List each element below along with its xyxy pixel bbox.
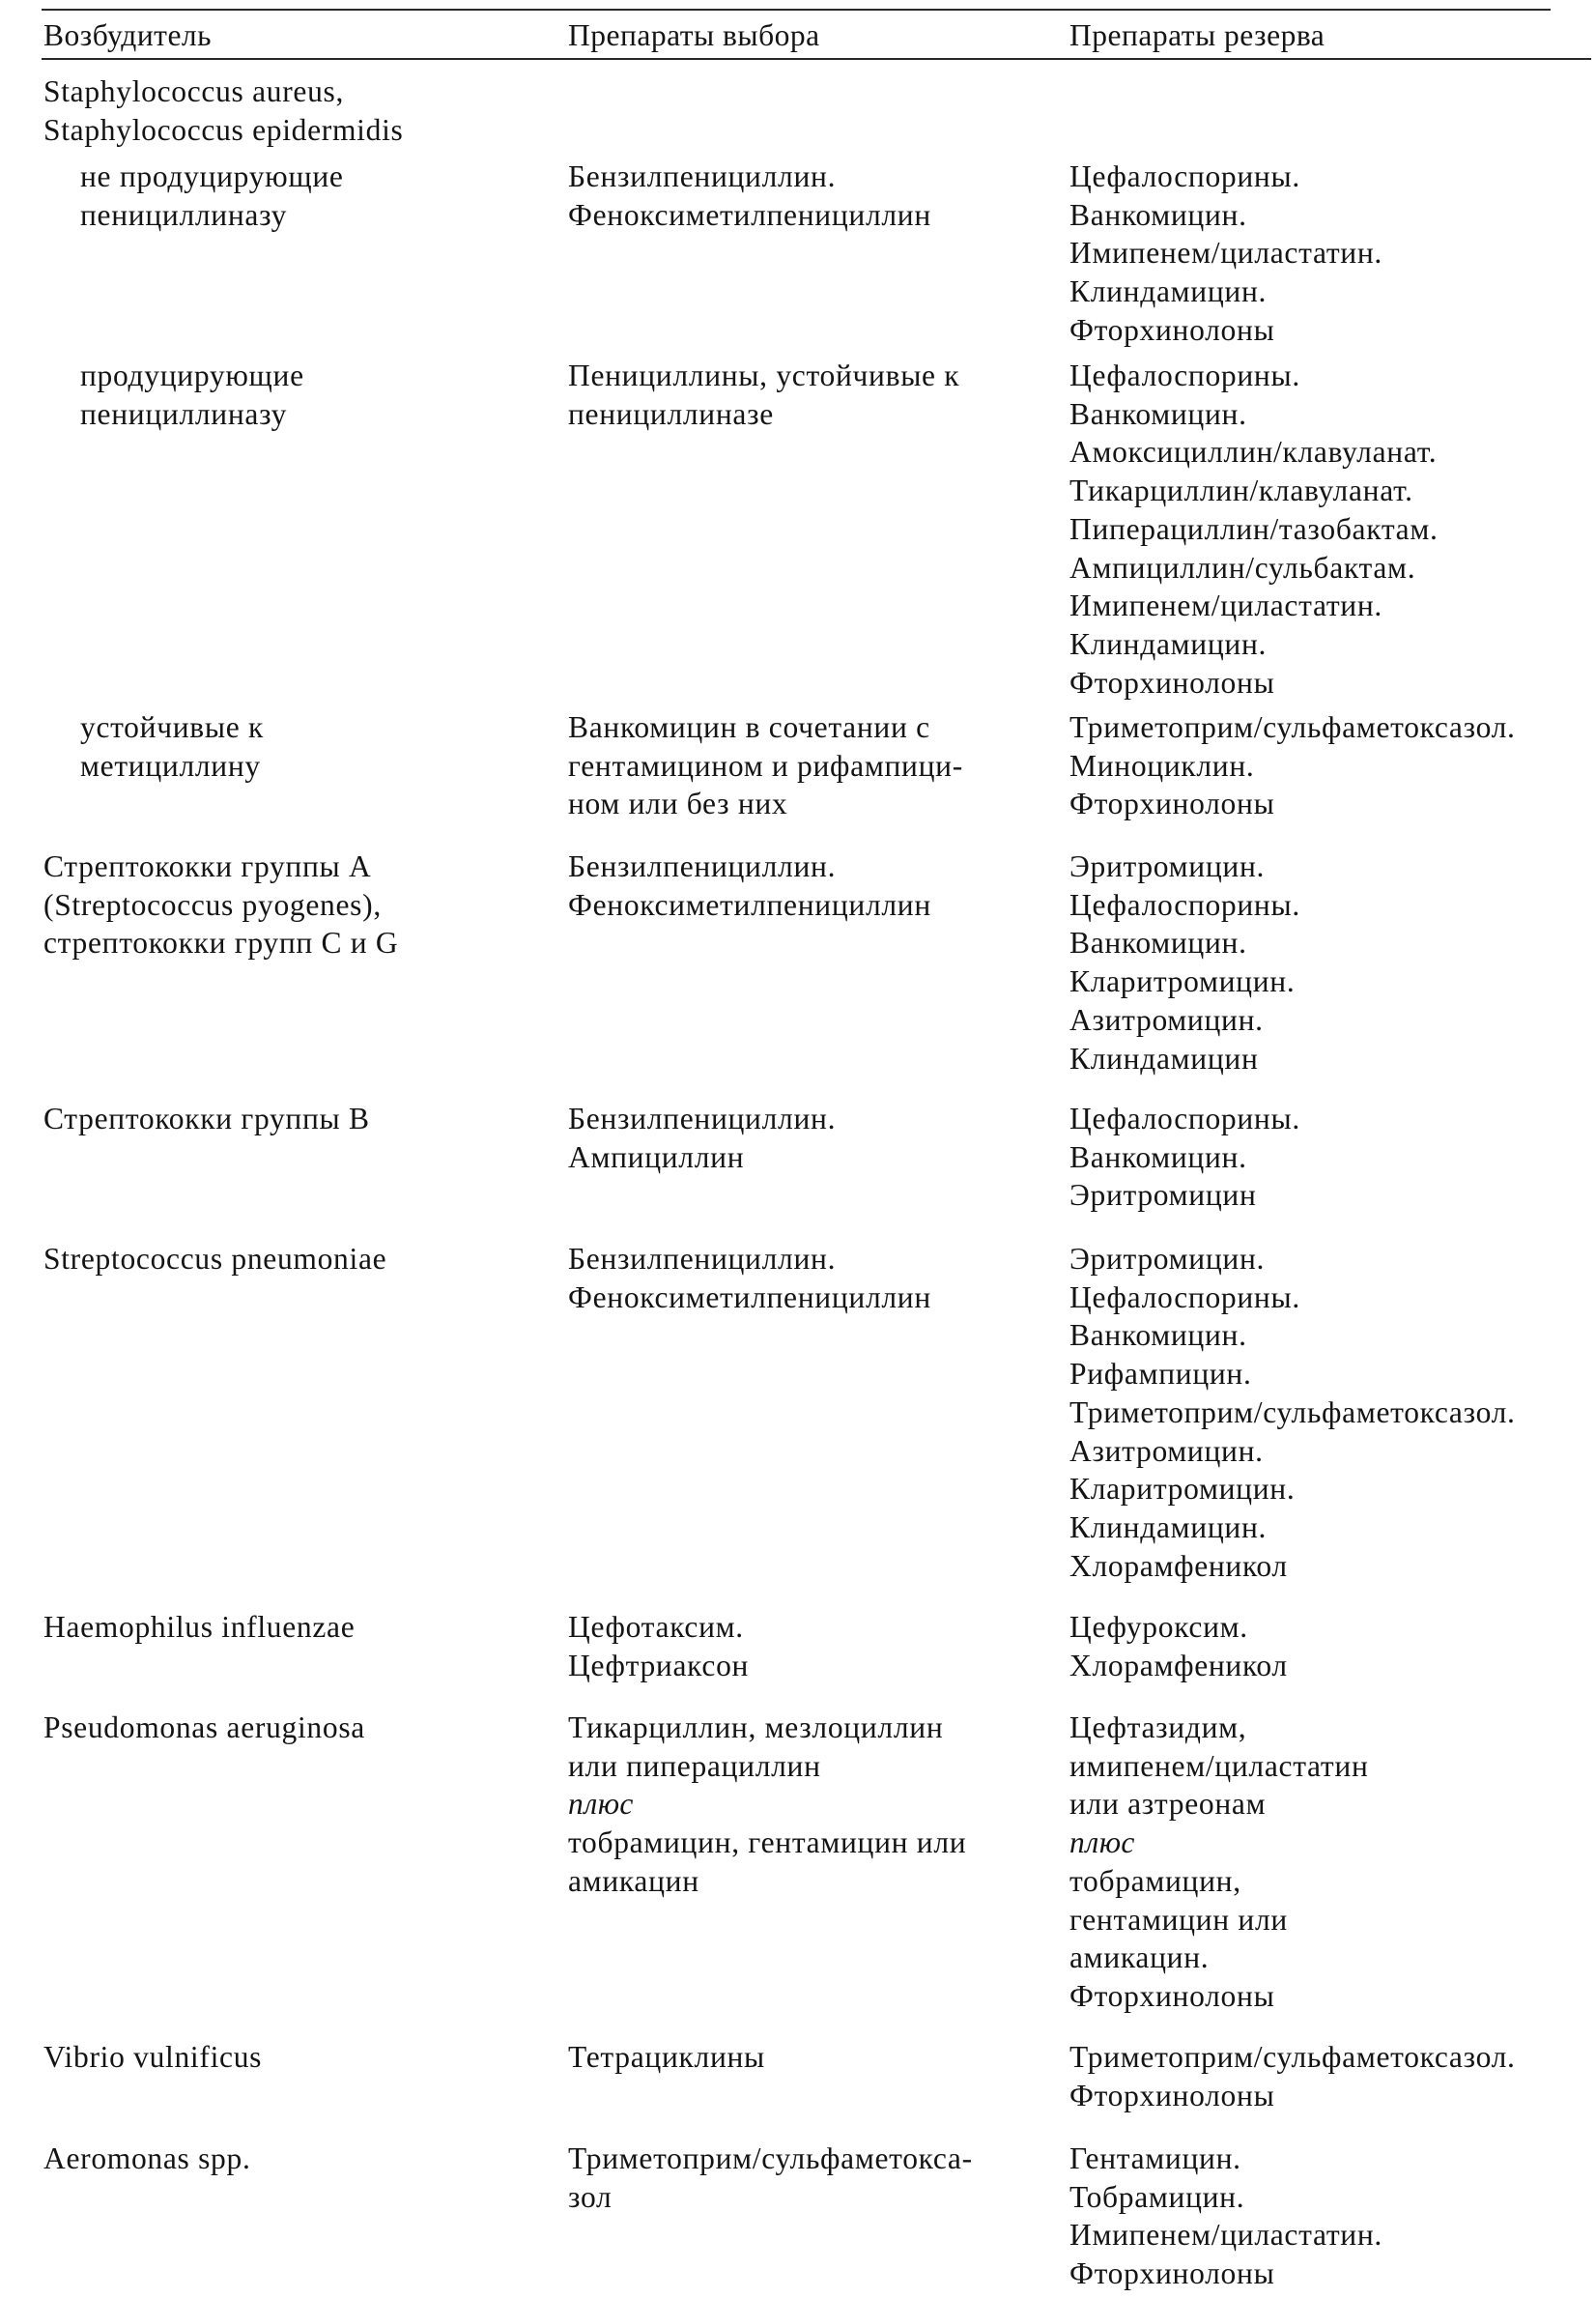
header-pathogen: Возбудитель bbox=[43, 18, 213, 52]
cell-line: Триметоприм/сульфаметоксазол. bbox=[1069, 2040, 1516, 2074]
cell-line: Vibrio vulnificus bbox=[43, 2040, 263, 2074]
cell-line: Цефалоспорины. bbox=[1069, 1279, 1300, 1314]
cell-line: Фторхинолоны bbox=[1069, 312, 1275, 347]
cell-line: Цефалоспорины. bbox=[1069, 159, 1300, 193]
header-drugs-of-choice: Препараты выбора bbox=[568, 18, 820, 52]
drugs-of-choice-cell bbox=[568, 158, 931, 234]
pathogen-cell bbox=[43, 1709, 365, 1747]
cell-line: Хлорамфеникол bbox=[1069, 1648, 1288, 1682]
cell-line: Ампициллин/сульбактам. bbox=[1069, 550, 1416, 585]
cell-line: плюс bbox=[568, 1787, 635, 1822]
cell-line: Цефуроксим. bbox=[1069, 1610, 1248, 1644]
cell-line: амикацин. bbox=[1069, 1940, 1210, 1975]
cell-line: Цефтазидим, bbox=[1069, 1710, 1247, 1744]
cell-line: Кларитромицин. bbox=[1069, 1472, 1296, 1507]
drugs-of-choice-cell bbox=[568, 847, 931, 924]
cell-line: Цефтриаксон bbox=[568, 1648, 750, 1682]
cell-line: Цефалоспорины. bbox=[1069, 359, 1300, 392]
reserve-drugs-cell bbox=[1069, 1608, 1288, 1684]
cell-line: тобрамицин, bbox=[1069, 1863, 1241, 1898]
cell-line: плюс bbox=[1069, 1825, 1136, 1860]
cell-line: метициллину bbox=[80, 748, 261, 783]
cell-line: Pseudomonas aeruginosa bbox=[43, 1710, 365, 1744]
cell-line: имипенем/циластатин bbox=[1069, 1748, 1369, 1783]
cell-line: Клиндамицин. bbox=[1069, 274, 1268, 309]
cell-line: Цефалоспорины. bbox=[1069, 887, 1300, 922]
cell-line: Имипенем/циластатин. bbox=[1069, 589, 1382, 623]
pathogen-cell bbox=[43, 2038, 262, 2077]
cell-line: Феноксиметилпенициллин bbox=[568, 887, 931, 922]
pathogen-cell bbox=[43, 2140, 251, 2178]
cell-line: продуцирующие bbox=[80, 359, 304, 392]
cell-line: Миноциклин. bbox=[1069, 748, 1255, 783]
cell-line: Амоксициллин/клавуланат. bbox=[1069, 435, 1438, 470]
reserve-drugs-cell bbox=[1069, 2038, 1516, 2114]
cell-line: Цефотаксим. bbox=[568, 1610, 744, 1644]
reserve-drugs-cell bbox=[1069, 847, 1300, 1077]
cell-line: Бензилпенициллин. bbox=[568, 849, 837, 883]
cell-line: Стрептококки группы А bbox=[43, 849, 372, 883]
cell-line: Haemophilus influenzae bbox=[43, 1610, 356, 1644]
cell-line: зол bbox=[568, 2179, 613, 2214]
drugs-of-choice-cell bbox=[568, 357, 959, 433]
pathogen-cell bbox=[80, 357, 304, 433]
table-top-rule bbox=[42, 9, 1551, 11]
cell-line: Бензилпенициллин. bbox=[568, 1242, 837, 1276]
cell-line: Триметоприм/сульфаметокса- bbox=[568, 2141, 973, 2175]
pathogen-cell bbox=[43, 1608, 355, 1647]
reserve-drugs-cell bbox=[1069, 1240, 1516, 1585]
cell-line: Эритромицин bbox=[1069, 1178, 1257, 1213]
cell-line: Триметоприм/сульфаметоксазол. bbox=[1069, 710, 1516, 744]
reserve-drugs-cell bbox=[1069, 2140, 1382, 2293]
cell-line: Фторхинолоны bbox=[1069, 2256, 1275, 2291]
cell-line: Пиперациллин/тазобактам. bbox=[1069, 511, 1439, 546]
cell-line: Феноксиметилпенициллин bbox=[568, 1279, 931, 1314]
cell-line: Фторхинолоны bbox=[1069, 2078, 1275, 2112]
cell-line: Пенициллины, устойчивые к bbox=[568, 359, 960, 392]
reserve-drugs-cell bbox=[1069, 158, 1382, 350]
cell-line: Фторхинолоны bbox=[1069, 787, 1275, 821]
cell-line: Азитромицин. bbox=[1069, 1433, 1264, 1468]
pathogen-cell bbox=[43, 1100, 370, 1138]
cell-line: Ванкомицин. bbox=[1069, 926, 1247, 961]
cell-line: Клиндамицин bbox=[1069, 1041, 1259, 1076]
cell-line: гентамицин или bbox=[1069, 1902, 1288, 1937]
cell-line: гентамицином и рифампици- bbox=[568, 748, 963, 783]
cell-line: пенициллиназу bbox=[80, 396, 288, 431]
drugs-of-choice-cell bbox=[568, 1240, 931, 1316]
cell-line: Ванкомицин. bbox=[1069, 1318, 1247, 1353]
cell-line: Хлорамфеникол bbox=[1069, 1548, 1288, 1583]
cell-line: ном или без них bbox=[568, 787, 788, 821]
cell-line: Эритромицин. bbox=[1069, 1242, 1266, 1276]
cell-line: Фторхинолоны bbox=[1069, 1978, 1275, 2013]
cell-line: Рифампицин. bbox=[1069, 1357, 1252, 1392]
cell-line: тобрамицин, гентамицин или bbox=[568, 1825, 967, 1860]
cell-line: Staphylococcus epidermidis bbox=[43, 112, 404, 147]
cell-line: Streptococcus pneumoniae bbox=[43, 1242, 387, 1276]
cell-line: Aeromonas spp. bbox=[43, 2141, 251, 2175]
cell-line: Феноксиметилпенициллин bbox=[568, 197, 931, 232]
cell-line: Азитромицин. bbox=[1069, 1002, 1264, 1037]
reserve-drugs-cell bbox=[1069, 1100, 1300, 1215]
drugs-of-choice-cell bbox=[568, 2140, 973, 2216]
cell-line: Цефалоспорины. bbox=[1069, 1102, 1300, 1135]
reserve-drugs-cell bbox=[1069, 1709, 1369, 2016]
reserve-drugs-cell bbox=[1069, 708, 1516, 823]
drugs-of-choice-cell bbox=[568, 1709, 966, 1901]
reserve-drugs-cell bbox=[1069, 357, 1439, 702]
cell-line: Тобрамицин. bbox=[1069, 2179, 1245, 2214]
cell-line: Ванкомицин. bbox=[1069, 197, 1247, 232]
cell-line: пенициллиназе bbox=[568, 396, 774, 431]
cell-line: Клиндамицин. bbox=[1069, 626, 1268, 661]
pathogen-cell bbox=[43, 847, 398, 962]
header-reserve-drugs: Препараты резерва bbox=[1069, 18, 1325, 52]
cell-line: не продуцирующие bbox=[80, 159, 344, 193]
cell-line: Ампициллин bbox=[568, 1139, 745, 1174]
cell-line: Имипенем/циластатин. bbox=[1069, 236, 1382, 271]
drugs-of-choice-cell bbox=[568, 2038, 765, 2077]
cell-line: Тикарциллин, мезлоциллин bbox=[568, 1710, 944, 1744]
cell-line: Бензилпенициллин. bbox=[568, 159, 837, 193]
pathogen-cell bbox=[43, 1240, 386, 1278]
pathogen-cell bbox=[80, 158, 344, 234]
cell-line: или пиперациллин bbox=[568, 1748, 821, 1783]
cell-line: амикацин bbox=[568, 1863, 699, 1898]
cell-line: Тетрациклины bbox=[568, 2040, 765, 2074]
pathogen-cell bbox=[43, 72, 404, 149]
cell-line: пенициллиназу bbox=[80, 197, 288, 232]
cell-line: Кларитромицин. bbox=[1069, 964, 1296, 999]
cell-line: Staphylococcus aureus, bbox=[43, 74, 345, 108]
cell-line: Ванкомицин в сочетании с bbox=[568, 710, 930, 744]
cell-line: или азтреонам bbox=[1069, 1787, 1267, 1822]
cell-line: Клиндамицин. bbox=[1069, 1509, 1268, 1544]
drugs-of-choice-cell bbox=[568, 1100, 836, 1176]
cell-line: Стрептококки группы В bbox=[43, 1102, 370, 1135]
cell-line: Триметоприм/сульфаметоксазол. bbox=[1069, 1394, 1516, 1429]
cell-line: Бензилпенициллин. bbox=[568, 1102, 837, 1135]
cell-line: Эритромицин. bbox=[1069, 849, 1266, 883]
cell-line: Ванкомицин. bbox=[1069, 396, 1247, 431]
table-header-rule bbox=[42, 58, 1591, 60]
drugs-of-choice-cell bbox=[568, 1608, 749, 1684]
cell-line: Имипенем/циластатин. bbox=[1069, 2218, 1382, 2253]
drugs-of-choice-cell bbox=[568, 708, 963, 823]
cell-line: Фторхинолоны bbox=[1069, 665, 1275, 700]
cell-line: стрептококки групп С и G bbox=[43, 926, 399, 961]
pathogen-cell bbox=[80, 708, 264, 785]
cell-line: Тикарциллин/клавуланат. bbox=[1069, 474, 1413, 508]
cell-line: Гентамицин. bbox=[1069, 2141, 1241, 2175]
cell-line: устойчивые к bbox=[80, 710, 264, 744]
cell-line: (Streptococcus pyogenes), bbox=[43, 887, 382, 922]
cell-line: Ванкомицин. bbox=[1069, 1139, 1247, 1174]
